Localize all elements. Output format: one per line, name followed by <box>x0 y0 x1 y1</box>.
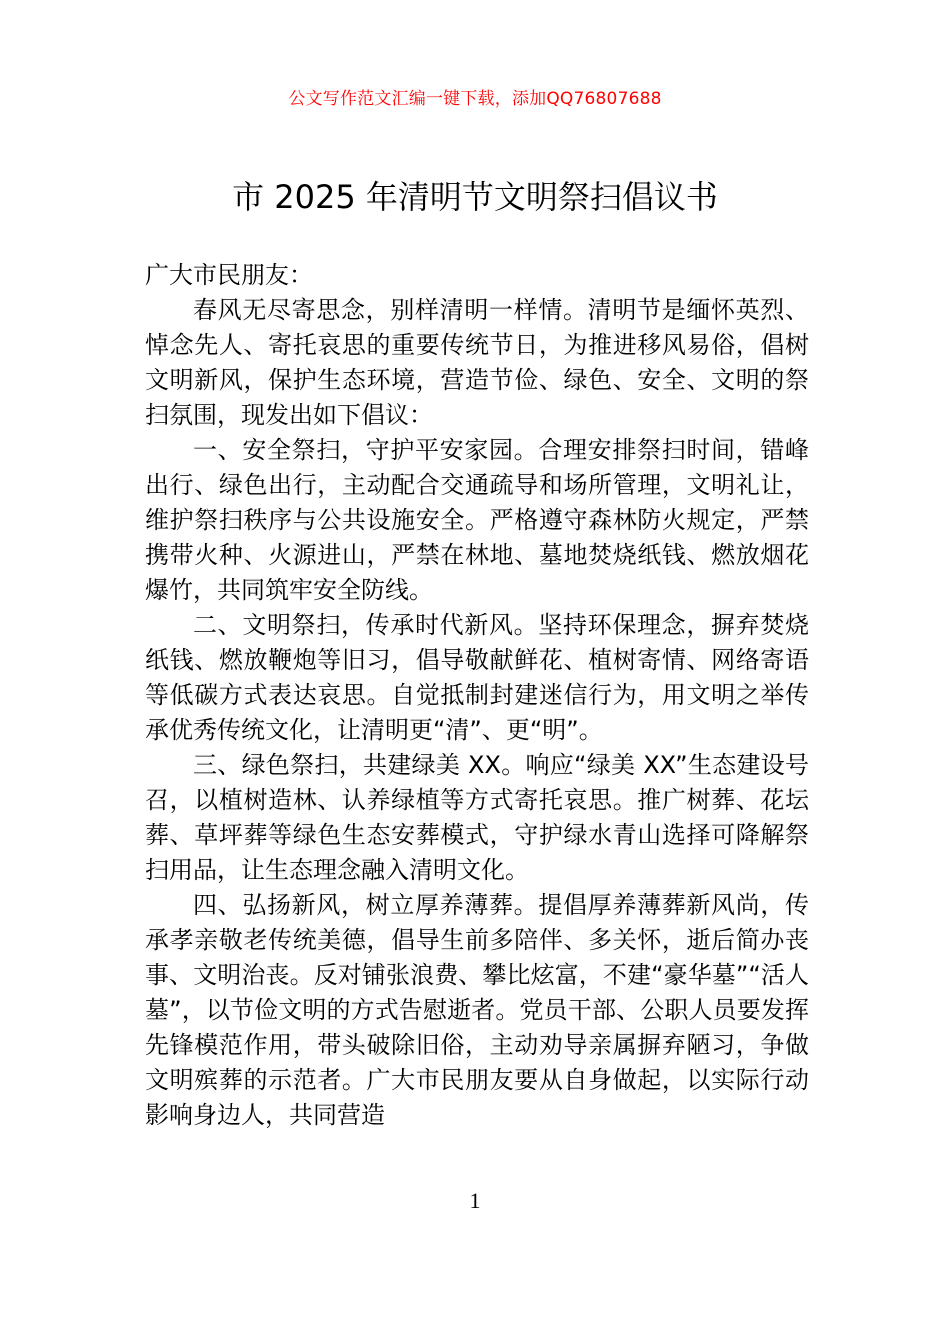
document-title: 市 2025 年清明节文明祭扫倡议书 <box>232 178 718 216</box>
paragraph-civilized-sweeping: 二、文明祭扫，传承时代新风。坚持环保理念，摒弃焚烧纸钱、燃放鞭炮等旧习，倡导敬献鲜花、植树寄情、网络寄语等低碳方式表达哀思。自觉抵制封建迷信行为，用文明之举传承优秀传统文化，让清明更“清”、更“明”。 <box>145 611 809 744</box>
document-body <box>145 258 809 1133</box>
paragraph-safe-sweeping: 一、安全祭扫，守护平安家园。合理安排祭扫时间，错峰出行、绿色出行，主动配合交通疏导和场所管理，文明礼让，维护祭扫秩序与公共设施安全。严格遵守森林防火规定，严禁携带火种、火源进山，严禁在林地、墓地焚烧纸钱、燃放烟花爆竹，共同筑牢安全防线。 <box>145 436 809 604</box>
salutation: 广大市民朋友： <box>145 261 313 289</box>
page-number: 1 <box>469 1188 481 1213</box>
paragraph-green-sweeping: 三、绿色祭扫，共建绿美 XX。响应“绿美 XX”生态建设号召，以植树造林、认养绿植等方式寄托哀思。推广树葬、花坛葬、草坪葬等绿色生态安葬模式，守护绿水青山选择可降解祭扫用品，让生态理念融入清明文化。 <box>145 751 809 884</box>
paragraph-intro: 春风无尽寄思念，别样清明一样情。清明节是缅怀英烈、悼念先人、寄托哀思的重要传统节日，为推进移风易俗，倡树文明新风，保护生态环境，营造节俭、绿色、安全、文明的祭扫氛围，现发出如下倡议： <box>145 296 809 429</box>
header-download-note: 公文写作范文汇编一键下载，添加QQ76807688 <box>288 89 662 109</box>
paragraph-new-custom: 四、弘扬新风，树立厚养薄葬。提倡厚养薄葬新风尚，传承孝亲敬老传统美德，倡导生前多陪伴、多关怀，逝后简办丧事、文明治丧。反对铺张浪费、攀比炫富，不建“豪华墓”“活人墓”，以节俭文明的方式告慰逝者。党员干部、公职人员要发挥先锋模范作用，带头破除旧俗，主动劝导亲属摒弃陋习，争做文明殡葬的示范者。广大市民朋友要从自身做起，以实际行动影响身边人，共同营造 <box>145 891 809 1129</box>
